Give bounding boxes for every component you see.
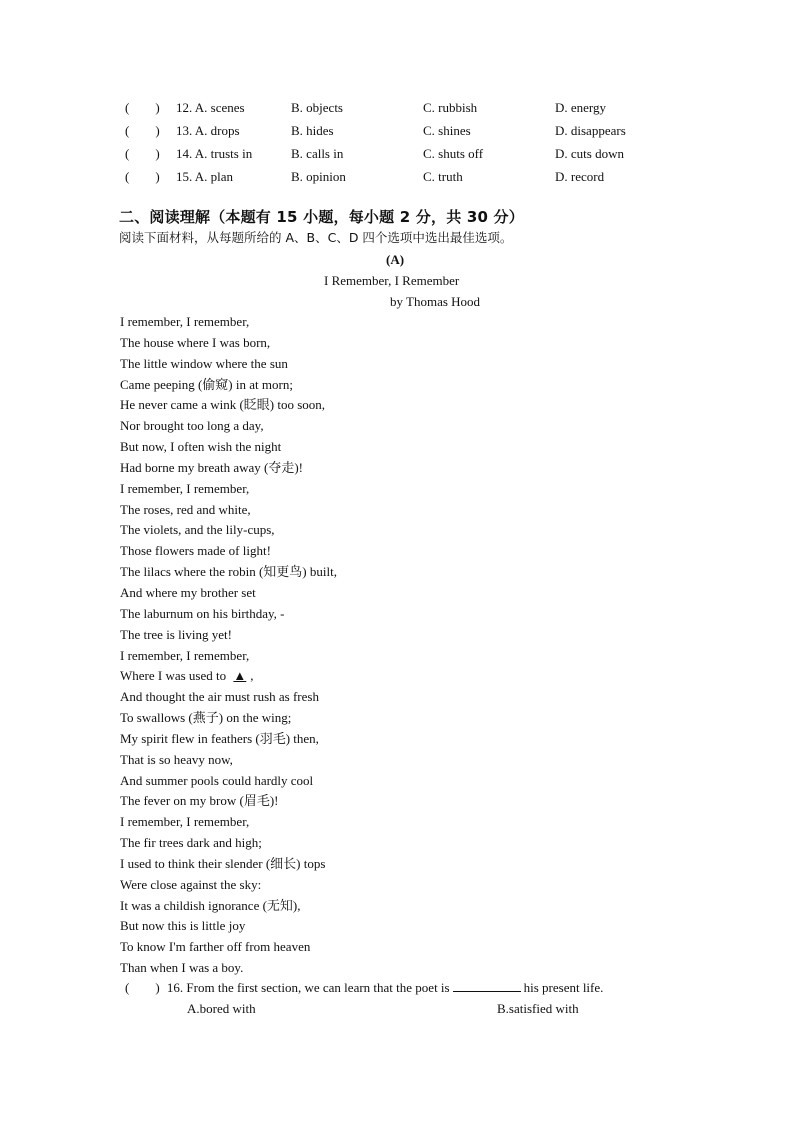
poem-line: But now this is little joy xyxy=(120,918,246,934)
poem-line: Than when I was a boy. xyxy=(120,960,244,976)
poem-body xyxy=(120,312,337,979)
option-c: C. shines xyxy=(423,123,471,138)
poem-title: I Remember, I Remember xyxy=(324,273,460,288)
answer-parentheses[interactable]: ( ) xyxy=(125,169,160,184)
poem-line: But now, I often wish the night xyxy=(120,439,282,455)
poem-line: And thought the air must rush as fresh xyxy=(120,689,319,705)
poem-line: It was a childish ignorance (无知), xyxy=(120,897,301,913)
poem-line: I used to think their slender (细长) tops xyxy=(120,855,326,871)
poem-line: I remember, I remember, xyxy=(120,314,250,329)
question-row-14 xyxy=(125,144,685,164)
question-16 xyxy=(125,978,603,998)
option-a: 14. A. trusts in xyxy=(176,146,253,161)
poem-line: The lilacs where the robin (知更鸟) built, xyxy=(120,564,337,580)
option-c: C. shuts off xyxy=(423,146,484,161)
option-d: D. disappears xyxy=(555,123,626,138)
option-d: D. record xyxy=(555,169,605,184)
poem-line: The laburnum on his birthday, - xyxy=(120,605,285,621)
poem-line: To know I'm farther off from heaven xyxy=(120,939,311,955)
poem-line: The fir trees dark and high; xyxy=(120,835,262,851)
poem-line: I remember, I remember, xyxy=(120,480,250,496)
section-instruction: 阅读下面材料，从每题所给的 A、B、C、D 四个选项中选出最佳选项。 xyxy=(119,230,513,245)
option-b: B. opinion xyxy=(291,169,346,184)
option-c: C. truth xyxy=(423,169,463,184)
poem-line: The little window where the sun xyxy=(120,355,288,371)
q16-option-a[interactable]: A.bored with xyxy=(187,1001,256,1016)
poem-line: Those flowers made of light! xyxy=(120,543,271,559)
poem-line: And summer pools could hardly cool xyxy=(120,772,314,788)
passage-label: (A) xyxy=(386,252,405,267)
question-stem: 16. From the first section, we can learn that the poet is xyxy=(166,980,450,995)
answer-parentheses[interactable]: ( ) xyxy=(125,980,160,995)
poem-line: I remember, I remember, xyxy=(120,647,250,663)
poem-line: And where my brother set xyxy=(120,584,256,600)
section-heading: 二、阅读理解（本题有 15 小题，每小题 2 分，共 30 分） xyxy=(119,208,524,226)
option-a: 15. A. plan xyxy=(176,169,234,184)
option-b: B. calls in xyxy=(291,146,344,161)
answer-parentheses[interactable]: ( ) xyxy=(125,100,160,115)
poem-line: Had borne my breath away (夺走)! xyxy=(120,459,304,475)
poem-line: To swallows (燕子) on the wing; xyxy=(120,710,292,726)
option-d: D. energy xyxy=(555,100,607,115)
answer-blank-line[interactable] xyxy=(453,979,521,992)
option-b: B. objects xyxy=(291,100,343,115)
question-stem-end: his present life. xyxy=(523,980,604,995)
answer-parentheses[interactable]: ( ) xyxy=(125,146,160,161)
poem-author: by Thomas Hood xyxy=(390,294,481,309)
option-a: 13. A. drops xyxy=(176,123,240,138)
poem-line: Nor brought too long a day, xyxy=(120,418,264,434)
answer-parentheses[interactable]: ( ) xyxy=(125,123,160,138)
option-a: 12. A. scenes xyxy=(176,100,245,115)
poem-line: Were close against the sky: xyxy=(120,876,262,892)
poem-line: The tree is living yet! xyxy=(120,626,232,642)
poem-line: I remember, I remember, xyxy=(120,814,250,830)
poem-line: That is so heavy now, xyxy=(120,751,233,767)
poem-line-text: Where I was used to xyxy=(120,668,227,684)
option-d: D. cuts down xyxy=(555,146,624,161)
poem-line: The fever on my brow (眉毛)! xyxy=(120,793,279,809)
question-row-13 xyxy=(125,121,685,141)
question-row-15 xyxy=(125,167,685,187)
poem-line: The violets, and the lily-cups, xyxy=(120,522,275,538)
poem-line: Came peeping (偷窥) in at morn; xyxy=(120,376,293,392)
poem-line: The house where I was born, xyxy=(120,334,271,350)
blank-marker[interactable]: ▲ xyxy=(233,668,247,684)
poem-line: The roses, red and white, xyxy=(120,501,251,517)
poem-line-with-blank xyxy=(120,666,337,687)
poem-line: He never came a wink (眨眼) too soon, xyxy=(120,397,326,413)
option-b: B. hides xyxy=(291,123,334,138)
question-row-12 xyxy=(125,98,685,118)
poem-line: My spirit flew in feathers (羽毛) then, xyxy=(120,730,319,746)
q16-option-b[interactable]: B.satisfied with xyxy=(497,1001,579,1016)
option-c: C. rubbish xyxy=(423,100,478,115)
blank-suffix: , xyxy=(250,668,254,684)
